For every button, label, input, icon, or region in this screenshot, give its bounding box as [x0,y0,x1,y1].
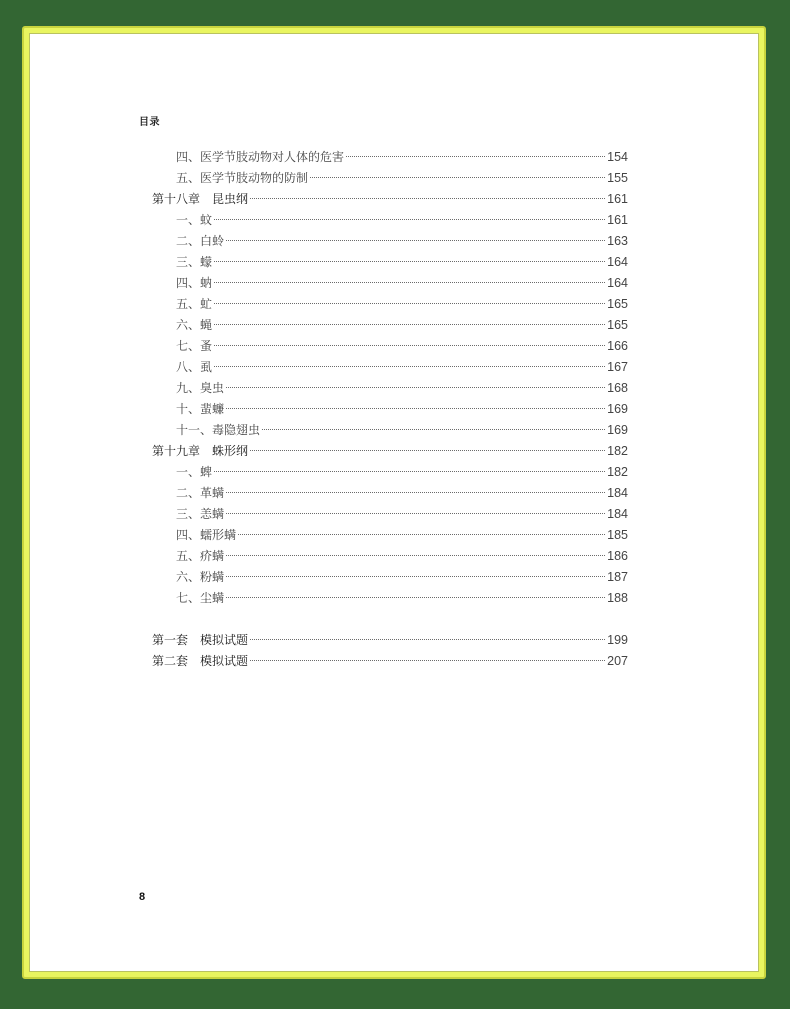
toc-entry-page: 155 [607,171,628,185]
toc-section-entry [176,147,628,168]
toc-section-entry [176,378,628,399]
toc-entry-label: 第十八章 昆虫纲 [152,192,249,206]
toc-entry-label: 七、蚤 [176,339,213,353]
toc-entry-label: 第二套 模拟试题 [152,654,249,668]
toc-entry-label: 第十九章 蛛形纲 [152,444,249,458]
toc-dot-leader [262,429,605,430]
page-number: 8 [139,891,146,903]
toc-entry-label: 十、蜚蠊 [176,402,225,416]
toc-entry-page: 169 [607,402,628,416]
toc-section-entry [176,483,628,504]
toc-entry-label: 六、粉螨 [176,570,225,584]
toc-entry-label: 九、臭虫 [176,381,225,395]
toc-dot-leader [214,261,605,262]
toc-dot-leader [214,366,605,367]
toc-entry-page: 169 [607,423,628,437]
toc-entry-page: 167 [607,360,628,374]
toc-chapter-entry [152,441,628,462]
toc-entry-label: 六、蝇 [176,318,213,332]
toc-dot-leader [226,597,605,598]
toc-dot-leader [226,492,605,493]
toc-entry-page: 182 [607,444,628,458]
toc-section-entry [176,294,628,315]
toc-entry-label: 三、蠓 [176,255,213,269]
toc-dot-leader [214,345,605,346]
toc-entry-page: 186 [607,549,628,563]
toc-section-entry [176,252,628,273]
toc-entry-page: 164 [607,255,628,269]
toc-entry-page: 184 [607,486,628,500]
toc-dot-leader [250,198,605,199]
toc-section-entry [176,273,628,294]
toc-dot-leader [346,156,605,157]
toc-entry-page: 163 [607,234,628,248]
toc-chapter-entry [152,651,628,672]
toc-dot-leader [310,177,605,178]
toc-dot-leader [214,324,605,325]
toc-section-entry [176,504,628,525]
toc-dot-leader [214,282,605,283]
toc-dot-leader [214,471,605,472]
toc-entry-page: 188 [607,591,628,605]
toc-section-entry [176,546,628,567]
toc-section-entry [176,168,628,189]
toc-entry-label: 一、蜱 [176,465,213,479]
toc-entry-page: 187 [607,570,628,584]
toc-section-entry [176,567,628,588]
toc-entry-label: 四、医学节肢动物对人体的危害 [176,150,345,164]
toc-entry-page: 185 [607,528,628,542]
toc-section-entry [176,210,628,231]
toc-entry-label: 七、尘螨 [176,591,225,605]
toc-entry-page: 182 [607,465,628,479]
toc-section-entry [176,399,628,420]
toc-dot-leader [250,660,605,661]
toc-entry-label: 五、医学节肢动物的防制 [176,171,309,185]
toc-entry-label: 十一、毒隐翅虫 [176,423,261,437]
toc-section-entry [176,525,628,546]
toc-entry-page: 184 [607,507,628,521]
toc-section-entry [176,231,628,252]
toc-dot-leader [214,303,605,304]
toc-dot-leader [226,555,605,556]
toc-dot-leader [250,639,605,640]
toc-entry-page: 165 [607,297,628,311]
toc-entry-page: 165 [607,318,628,332]
toc-section-entry [176,588,628,609]
toc-entry-page: 199 [607,633,628,647]
toc-section-entry [176,315,628,336]
toc-dot-leader [250,450,605,451]
toc-entry-label: 八、虱 [176,360,213,374]
running-head: 目录 [139,117,160,128]
toc-dot-leader [238,534,605,535]
toc-dot-leader [226,408,605,409]
toc-entry-label: 三、恙螨 [176,507,225,521]
toc-dot-leader [214,219,605,220]
toc-entry-page: 161 [607,192,628,206]
toc-entry-page: 154 [607,150,628,164]
toc-entry-label: 四、蚋 [176,276,213,290]
toc-entry-label: 二、白蛉 [176,234,225,248]
toc-dot-leader [226,387,605,388]
toc-entry-label: 一、蚊 [176,213,213,227]
toc-dot-leader [226,513,605,514]
toc-entry-label: 四、蠕形螨 [176,528,237,542]
toc-entry-label: 五、疥螨 [176,549,225,563]
toc-chapter-entry [152,189,628,210]
toc-dot-leader [226,576,605,577]
toc-entry-page: 166 [607,339,628,353]
toc-entry-label: 五、虻 [176,297,213,311]
toc-entry-page: 207 [607,654,628,668]
toc-section-entry [176,420,628,441]
toc-chapter-entry [152,630,628,651]
toc-entry-page: 168 [607,381,628,395]
toc-entry-label: 第一套 模拟试题 [152,633,249,647]
toc-section-entry [176,462,628,483]
toc-dot-leader [226,240,605,241]
toc-entry-label: 二、革螨 [176,486,225,500]
toc-section-entry [176,336,628,357]
toc-entry-page: 161 [607,213,628,227]
toc-section-entry [176,357,628,378]
toc-entry-page: 164 [607,276,628,290]
